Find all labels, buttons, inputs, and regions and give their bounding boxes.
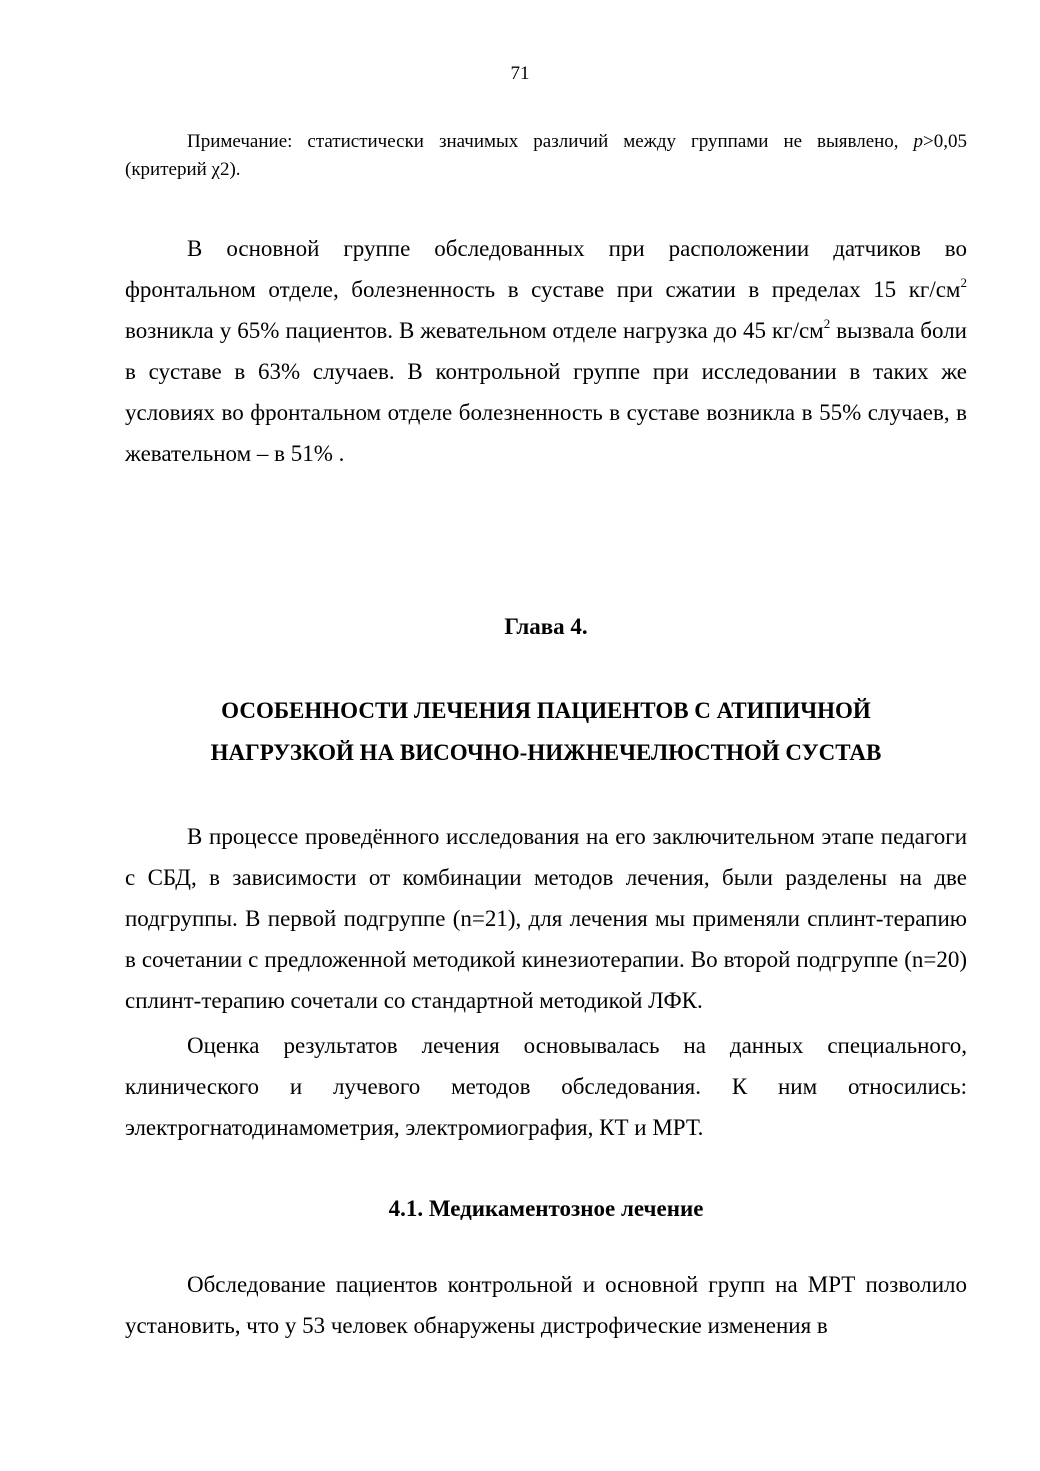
paragraph-2-text: В процессе проведённого исследования на его заключительном этапе педагоги с СБД, в зависимости от комбинации методов лечения, были разделены на две подгруппы. В первой подгруппе (n=21), для лечения мы применяли сплинт-терапию в сочетании с предложенной методикой кинезиотерапии. Во второй подгруппе (n=20) сплинт-терапию сочетали со стандартной методикой ЛФК.	[125, 824, 967, 1013]
paragraph-1-part-3: вызвала боли в суставе в 63% случаев. В контрольной группе при исследовании в таких же условиях во фронтальном отделе болезненность в суставе возникла в 55% случаев, в жевательном – в 51% .	[125, 318, 967, 466]
chapter-title-line-2: НАГРУЗКОЙ НА ВИСОЧНО-НИЖНЕЧЕЛЮСТНОЙ СУСТАВ	[210, 740, 882, 765]
paragraph-4	[125, 1264, 967, 1346]
paragraph-3-text: Оценка результатов лечения основывалась на данных специального, клинического и лучевого методов обследования. К ним относились: электрогнатодинамометрия, электромиография, КТ и МРТ.	[125, 1033, 967, 1140]
note-p-variable: p	[913, 131, 924, 152]
paragraph-1-part-1: В основной группе обследованных при расположении датчиков во фронтальном отделе, болезненность в суставе при сжатии в пределах 15 кг/см	[125, 236, 967, 302]
section-title: 4.1. Медикаментозное лечение	[388, 1196, 704, 1221]
note-prefix: Примечание: статистически значимых различий между группами не выявлено,	[187, 131, 914, 152]
paragraph-3	[125, 1025, 967, 1148]
paragraph-2	[125, 816, 967, 1021]
superscript-squared: 2	[960, 275, 967, 290]
table-note	[125, 128, 967, 184]
page-number: 71	[510, 63, 530, 84]
paragraph-1-part-2: возникла у 65% пациентов. В жевательном отделе нагрузка до 45 кг/см	[125, 318, 824, 343]
chapter-title	[125, 690, 967, 774]
chapter-title-line-1: ОСОБЕННОСТИ ЛЕЧЕНИЯ ПАЦИЕНТОВ С АТИПИЧНОЙ	[221, 698, 871, 723]
chapter-label: Глава 4.	[504, 614, 588, 639]
note-suffix: >0,05 (критерий χ2).	[125, 131, 967, 180]
superscript-squared: 2	[823, 316, 831, 331]
paragraph-4-text: Обследование пациентов контрольной и основной групп на МРТ позволило установить, что у 53 человек обнаружены дистрофические изменения в	[125, 1272, 967, 1338]
paragraph-1	[125, 228, 967, 474]
